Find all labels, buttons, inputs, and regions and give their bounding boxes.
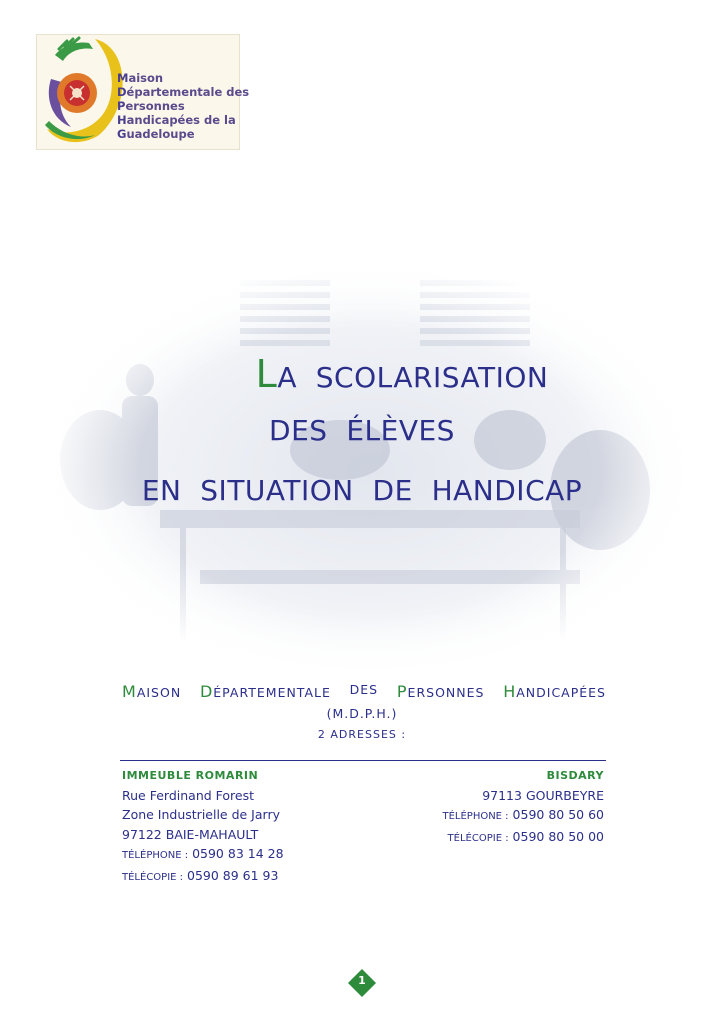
organization-name [122,682,606,701]
logo-line-3: Personnes [117,99,185,113]
address-left-phone: TÉLÉPHONE : 0590 83 14 28 [122,846,284,862]
logo-line-5: Guadeloupe [117,127,195,141]
page-number: 1 [347,968,377,998]
logo-line-2: Départementale des [117,85,250,99]
logo-line-4: Handicapées de la [117,113,236,127]
divider [120,760,606,761]
address-right [442,766,604,848]
address-right-heading: BISDARY [546,769,604,782]
title-line-1: LA SCOLARISATION [255,352,549,396]
org-word-2: DÉPARTEMENTALE [199,682,331,701]
org-acronym: (M.D.P.H.) [326,706,398,721]
address-left-street: Rue Ferdinand Forest [122,787,255,803]
title-line-2: DES ÉLÈVES [269,414,455,447]
address-right-city: 97113 GOURBEYRE [482,787,604,803]
address-right-fax: TÉLÉCOPIE : 0590 80 50 00 [447,828,604,844]
logo-text [117,71,249,141]
address-left-heading: IMMEUBLE ROMARIN [122,769,259,782]
address-left-zone: Zone Industrielle de Jarry [122,807,280,823]
classroom-photo [40,260,700,680]
org-word-4: PERSONNES [396,682,485,701]
address-left-city: 97122 BAIE-MAHAULT [122,826,259,842]
title-line-3: EN SITUATION DE HANDICAP [141,474,583,507]
address-left-fax: TÉLÉCOPIE : 0590 89 61 93 [122,867,279,883]
org-word-5: HANDICAPÉES [503,682,606,701]
org-word-3: DES [349,682,379,697]
address-right-phone: TÉLÉPHONE : 0590 80 50 60 [442,807,604,823]
addresses-count: 2 ADRESSES : [317,728,407,741]
logo-line-1: Maison [117,71,164,85]
address-left [122,766,284,888]
mdph-logo [36,34,250,150]
org-word-1: MAISON [122,682,182,701]
